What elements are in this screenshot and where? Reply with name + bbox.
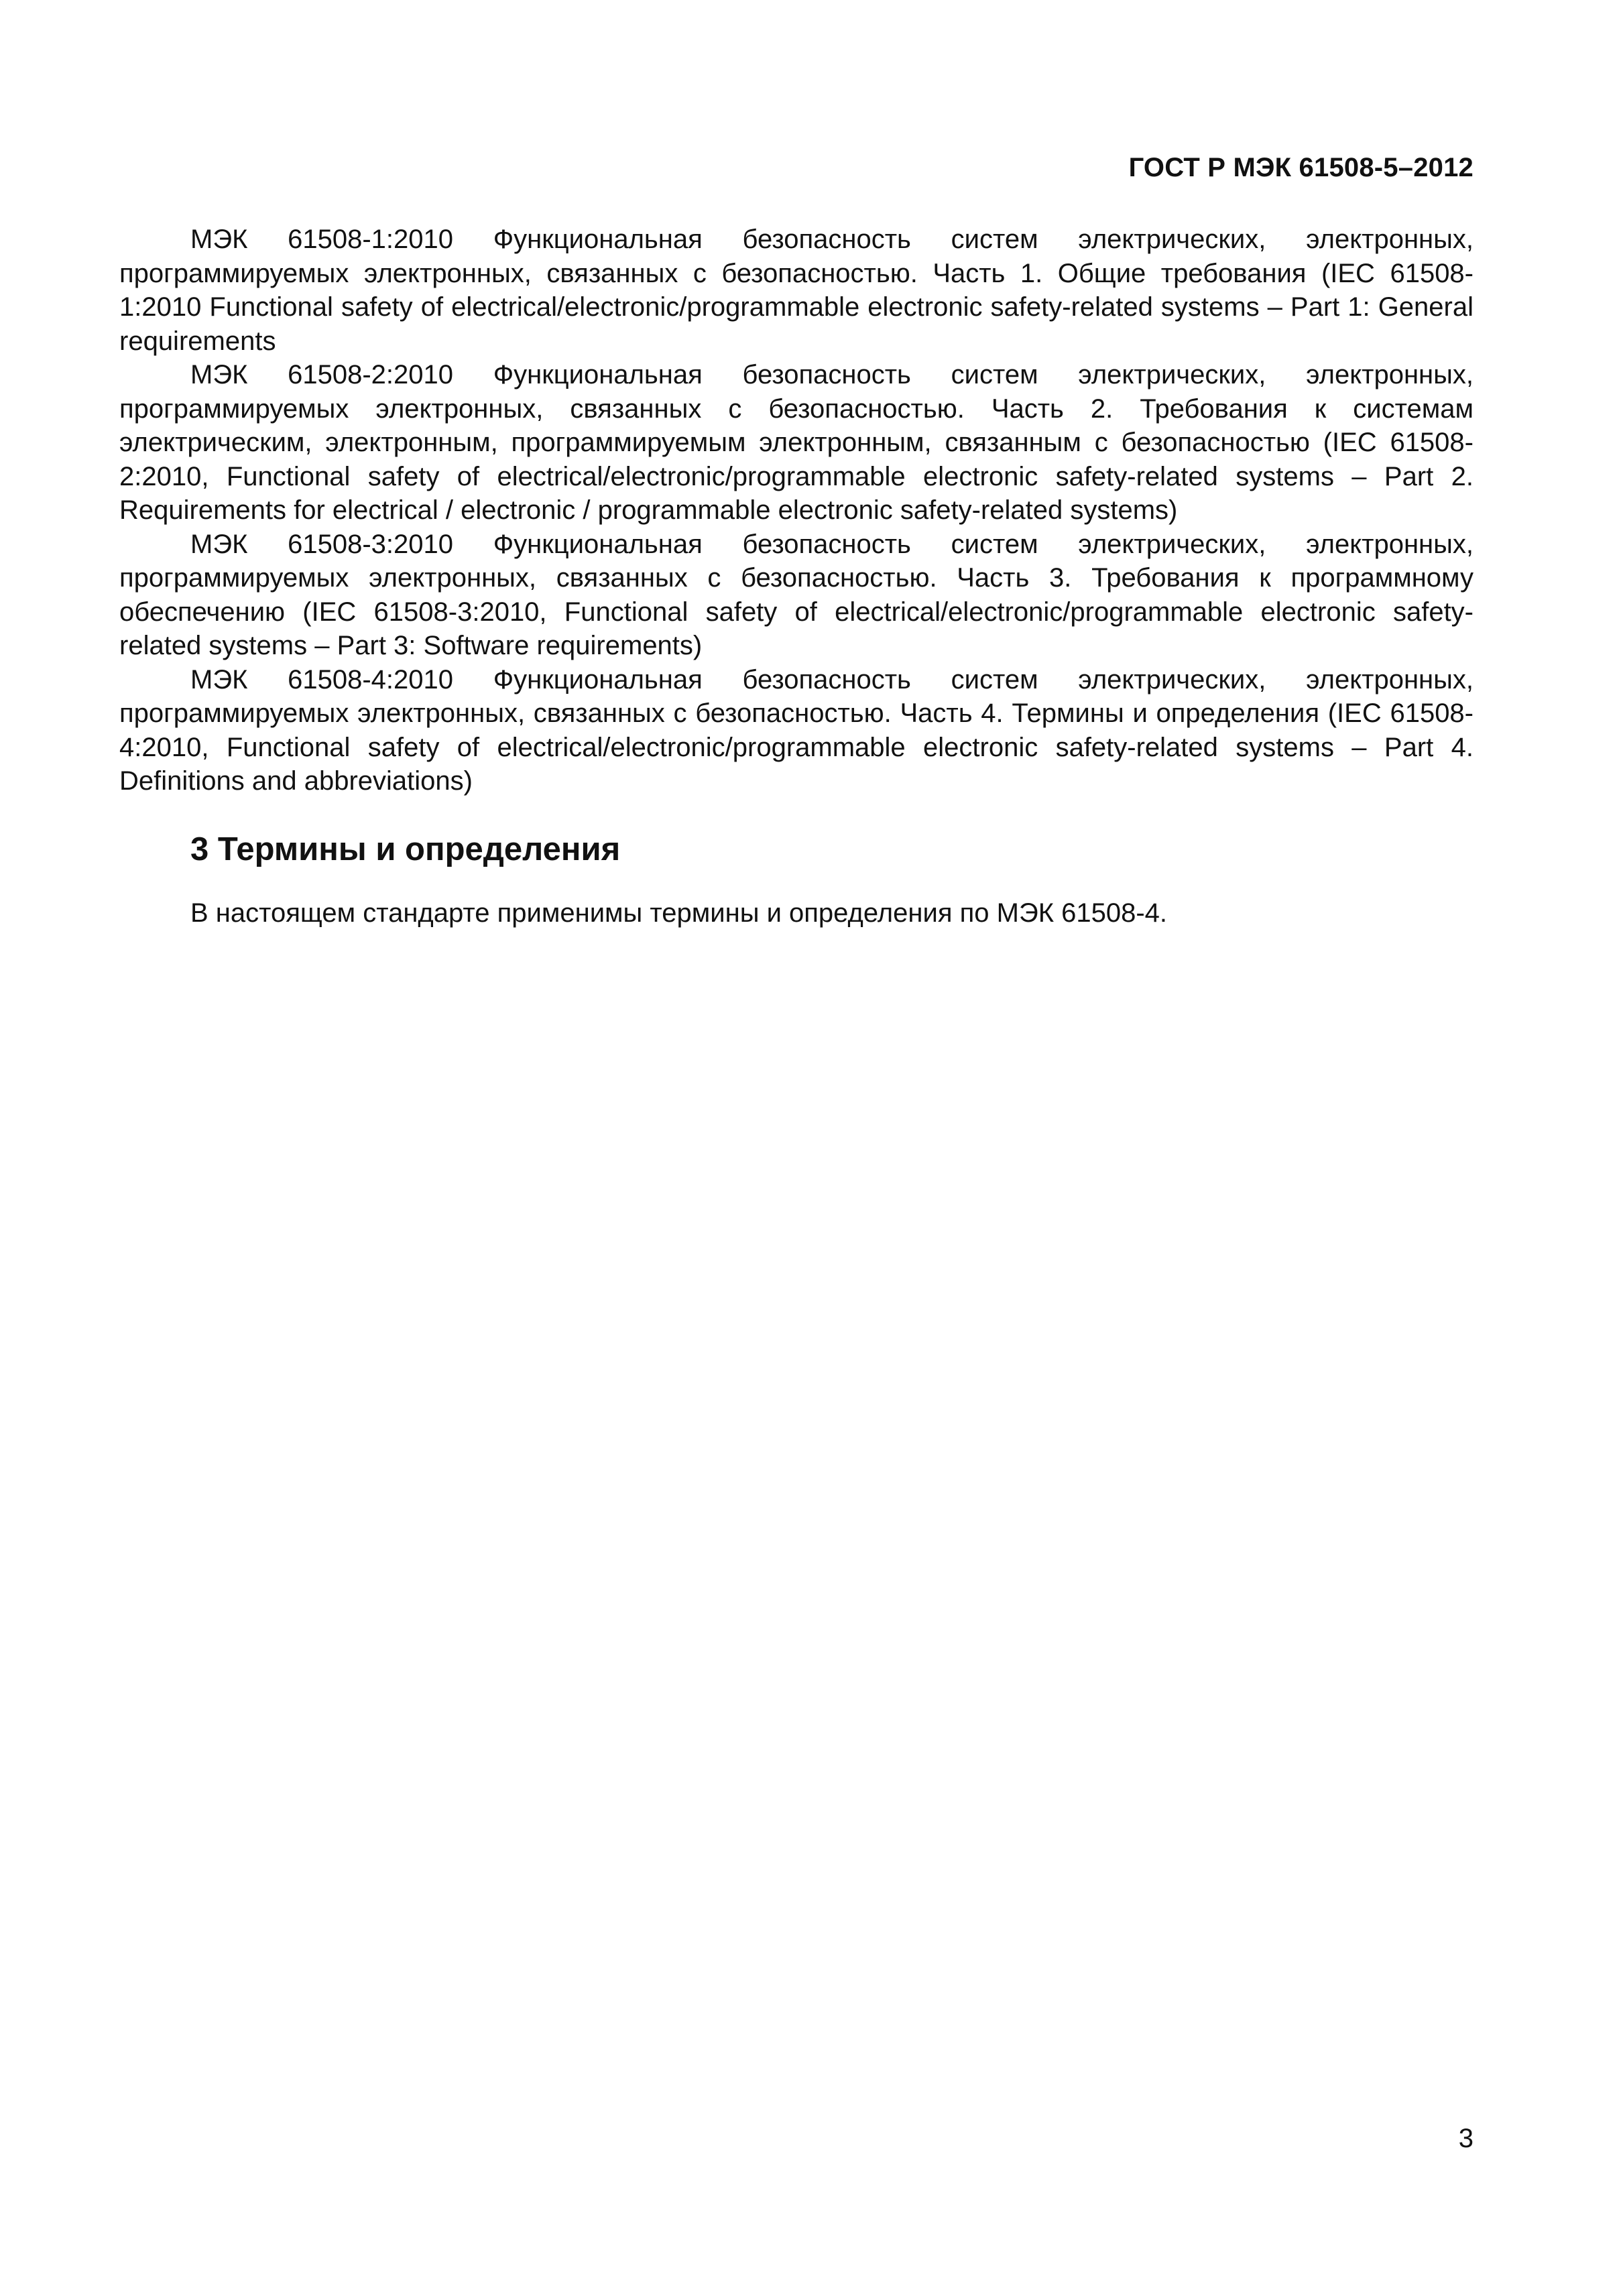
section-heading-terms: 3 Термины и определения: [190, 831, 621, 867]
document-body: [119, 223, 1474, 930]
normative-reference-iec-61508-3: МЭК 61508-3:2010 Функциональная безопасность систем электрических, электронных, программируемых электронных, связанных с безопасностью. Часть 3. Требования к программному обеспечению (IEC 61508-3:2010, Functional safety of electrical/electronic/programmable electronic safety-related systems – Part 3: Software requirements): [119, 529, 1474, 660]
normative-reference-iec-61508-2: МЭК 61508-2:2010 Функциональная безопасность систем электрических, электронных, программируемых электронных, связанных с безопасностью. Часть 2. Требования к системам электрическим, электронным, программируемым электронным, связанным с безопасностью (IEC 61508-2:2010, Functional safety of electrical/electronic/programmable electronic safety-related systems – Part 2. Requirements for electrical / electronic / programmable electronic safety-related systems): [119, 360, 1474, 525]
section-body-terms: В настоящем стандарте применимы термины и определения по МЭК 61508-4.: [190, 898, 1168, 928]
normative-reference-iec-61508-4: МЭК 61508-4:2010 Функциональная безопасность систем электрических, электронных, программируемых электронных, связанных с безопасностью. Часть 4. Термины и определения (IEC 61508-4:2010, Functional safety of electrical/electronic/programmable electronic safety-related systems – Part 4. Definitions and abbreviations): [119, 664, 1474, 796]
normative-reference-iec-61508-1: МЭК 61508-1:2010 Функциональная безопасность систем электрических, электронных, программируемых электронных, связанных с безопасностью. Часть 1. Общие требования (IEC 61508-1:2010 Functional safety of electrical/electronic/programmable electronic safety-related systems – Part 1: General requirements: [119, 225, 1474, 356]
document-header-id: ГОСТ Р МЭК 61508-5–2012: [1128, 153, 1474, 182]
page-number: 3: [1458, 2124, 1474, 2153]
